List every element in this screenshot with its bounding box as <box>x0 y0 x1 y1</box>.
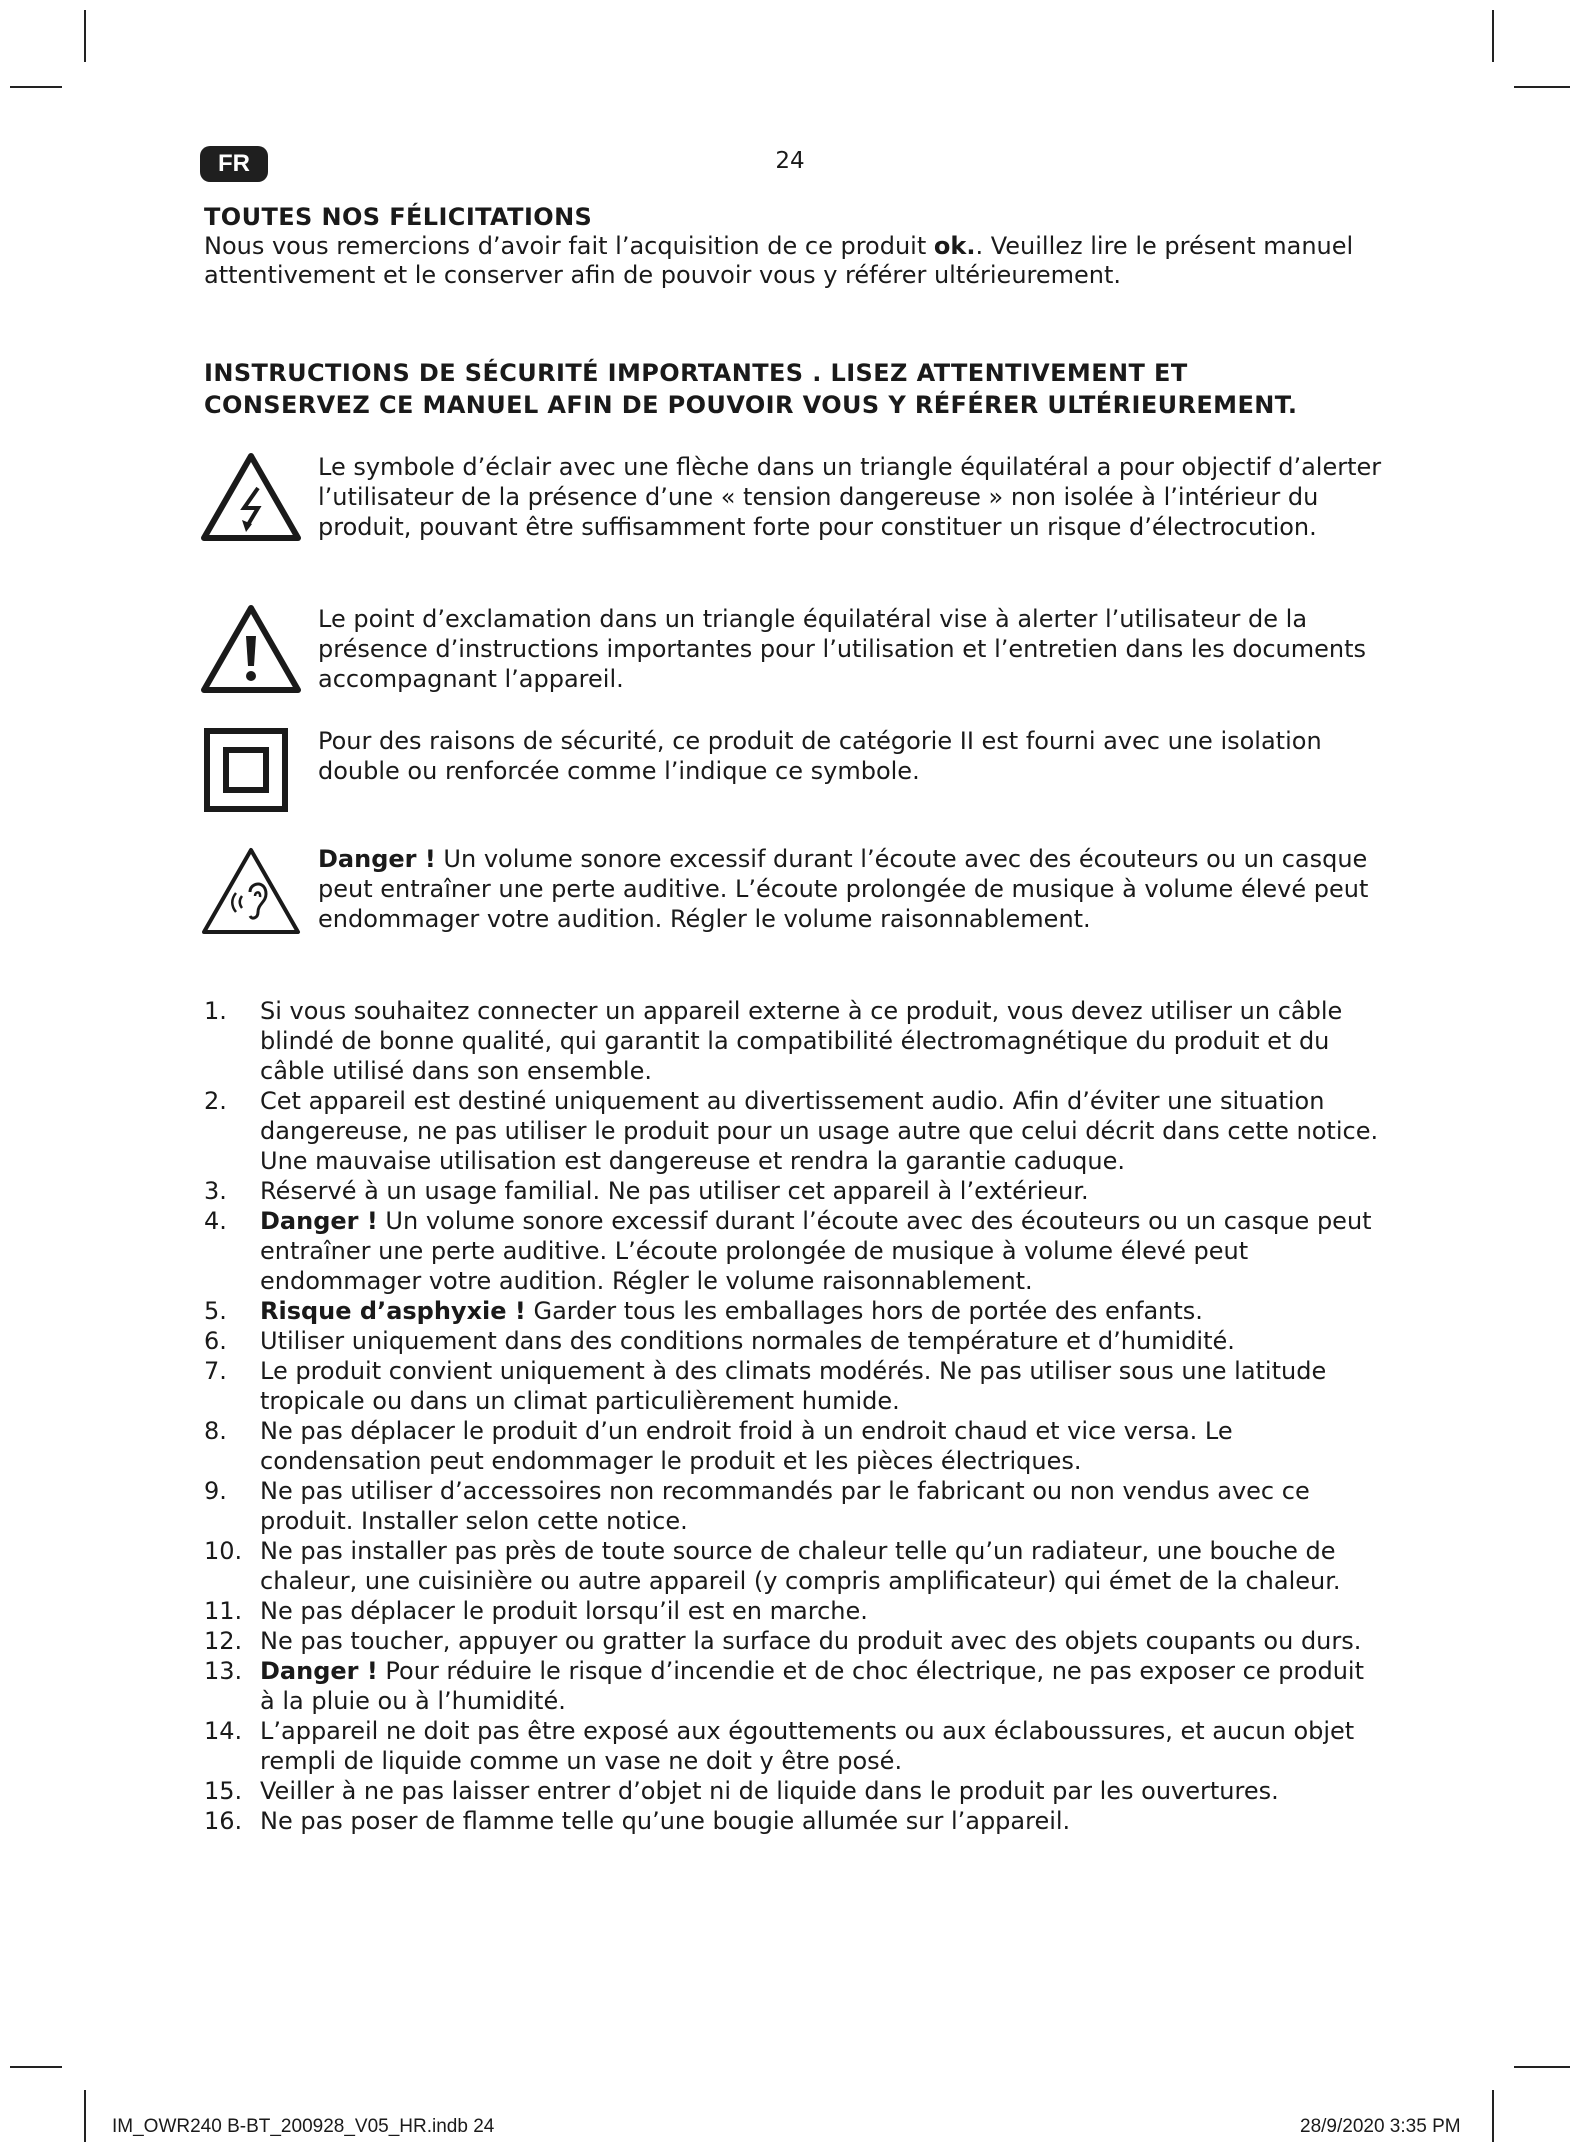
rule-body: Un volume sonore excessif durant l’écoute avec des écouteurs ou un casque peut entraîner une perte auditive. L’écoute prolongée de musique à volume élevé peut endommager votre audition. Régler le volume raisonnablement. <box>260 1207 1372 1295</box>
crop-mark <box>84 2090 86 2142</box>
rule-body: L’appareil ne doit pas être exposé aux égouttements ou aux éclaboussures, et aucun objet rempli de liquide comme un vase ne doit y être posé. <box>260 1717 1355 1775</box>
rule-body: Cet appareil est destiné uniquement au divertissement audio. Afin d’éviter une situation dangereuse, ne pas utiliser le produit pour un usage autre que celui décrit dans cette notice. Une mauvaise utilisation est dangereuse et rendra la garantie caduque. <box>260 1087 1379 1175</box>
symbol-text-insulation: Pour des raisons de sécurité, ce produit de catégorie II est fourni avec une isolation double ou renforcée comme l’indique ce symbole. <box>318 727 1322 785</box>
intro-paragraph <box>204 232 1384 290</box>
exclamation-triangle-icon <box>200 604 302 694</box>
rule-bold-label: Risque d’asphyxie ! <box>260 1297 526 1325</box>
rule-number: 7. <box>204 1357 227 1385</box>
rule-body: Ne pas installer pas près de toute source de chaleur telle qu’un radiateur, une bouche de chaleur, une cuisinière ou autre appareil (y compris amplificateur) qui émet de la chaleur. <box>260 1537 1341 1595</box>
rule-body: Garder tous les emballages hors de portée des enfants. <box>525 1297 1203 1325</box>
intro-text-before: Nous vous remercions d’avoir fait l’acquisition de ce produit <box>204 232 934 260</box>
brand-name: ok. <box>933 232 976 260</box>
safety-heading-line2: CONSERVEZ CE MANUEL AFIN DE POUVOIR VOUS Y RÉFÉRER ULTÉRIEUREMENT. <box>204 391 1298 419</box>
rule-number: 14. <box>204 1717 243 1745</box>
rule-text <box>260 1416 1384 1476</box>
rule-text <box>260 1206 1384 1296</box>
page-number: 24 <box>775 148 805 174</box>
rule-body: Ne pas déplacer le produit lorsqu’il est en marche. <box>260 1597 868 1625</box>
safety-rules-list <box>204 996 1384 1836</box>
rule-text <box>260 1356 1384 1416</box>
footer-date: 28/9/2020 3:35 PM <box>1300 2116 1461 2137</box>
rule-item <box>204 1356 1384 1416</box>
rule-body: Réservé à un usage familial. Ne pas utiliser cet appareil à l’extérieur. <box>260 1177 1089 1205</box>
rule-item <box>204 1416 1384 1476</box>
rule-item <box>204 1806 1384 1836</box>
double-insulation-icon <box>204 728 288 812</box>
rule-number: 11. <box>204 1597 243 1625</box>
crop-mark <box>1514 86 1570 88</box>
rule-text <box>260 996 1384 1086</box>
rule-body: Utiliser uniquement dans des conditions normales de température et d’humidité. <box>260 1327 1235 1355</box>
rule-text <box>260 1806 1384 1836</box>
rule-body: Ne pas toucher, appuyer ou gratter la surface du produit avec des objets coupants ou durs. <box>260 1627 1362 1655</box>
rule-item <box>204 1536 1384 1596</box>
rule-text <box>260 1476 1384 1536</box>
rule-text <box>260 1296 1384 1326</box>
rule-number: 5. <box>204 1297 227 1325</box>
crop-mark <box>10 2066 62 2068</box>
rule-body: Pour réduire le risque d’incendie et de choc électrique, ne pas exposer ce produit à la pluie ou à l’humidité. <box>260 1657 1364 1715</box>
rule-item <box>204 1086 1384 1176</box>
rule-text <box>260 1596 1384 1626</box>
rule-text <box>260 1326 1384 1356</box>
rule-number: 12. <box>204 1627 243 1655</box>
footer-file: IM_OWR240 B-BT_200928_V05_HR.indb 24 <box>112 2116 495 2137</box>
rule-number: 3. <box>204 1177 227 1205</box>
rule-number: 4. <box>204 1207 227 1235</box>
lightning-triangle-icon <box>200 452 302 542</box>
rule-bold-label: Danger ! <box>260 1207 378 1235</box>
rule-bold-label: Danger ! <box>260 1657 378 1685</box>
rule-number: 10. <box>204 1537 243 1565</box>
rule-number: 6. <box>204 1327 227 1355</box>
rule-item <box>204 1326 1384 1356</box>
rule-text <box>260 1776 1384 1806</box>
rule-text <box>260 1716 1384 1776</box>
crop-mark <box>1492 10 1494 62</box>
rule-item <box>204 1476 1384 1536</box>
rule-item <box>204 996 1384 1086</box>
rule-number: 9. <box>204 1477 227 1505</box>
rule-number: 15. <box>204 1777 243 1805</box>
rule-text <box>260 1626 1384 1656</box>
rule-item <box>204 1776 1384 1806</box>
crop-mark <box>1514 2066 1570 2068</box>
rule-number: 13. <box>204 1657 243 1685</box>
crop-mark <box>1492 2090 1494 2142</box>
hearing-warning-icon <box>200 846 302 936</box>
rule-number: 8. <box>204 1417 227 1445</box>
crop-mark <box>84 10 86 62</box>
hearing-warning-text: Un volume sonore excessif durant l’écoute avec des écouteurs ou un casque peut entraîner une perte auditive. L’écoute prolongée de musique à volume élevé peut endommager votre audition. Régler le volume raisonnablement. <box>318 845 1369 933</box>
symbol-text-hearing <box>318 844 1388 934</box>
rule-item <box>204 1206 1384 1296</box>
rule-body: Veiller à ne pas laisser entrer d’objet ni de liquide dans le produit par les ouvertures. <box>260 1777 1279 1805</box>
symbol-text-lightning: Le symbole d’éclair avec une flèche dans un triangle équilatéral a pour objectif d’alerter l’utilisateur de la présence d’une « tension dangereuse » non isolée à l’intérieur du produit, pouvant être suffisamment forte pour constituer un risque d’électrocution. <box>318 453 1382 541</box>
intro-title: TOUTES NOS FÉLICITATIONS <box>204 203 593 231</box>
rule-text <box>260 1656 1384 1716</box>
safety-heading-line1: INSTRUCTIONS DE SÉCURITÉ IMPORTANTES . LISEZ ATTENTIVEMENT ET <box>204 359 1188 387</box>
rule-item <box>204 1296 1384 1326</box>
rule-number: 1. <box>204 997 227 1025</box>
intro-text-after: . Veuillez lire le présent manuel attentivement et le conserver afin de pouvoir vous y référer ultérieurement. <box>204 232 1354 289</box>
rule-number: 2. <box>204 1087 227 1115</box>
rule-body: Ne pas déplacer le produit d’un endroit froid à un endroit chaud et vice versa. Le condensation peut endommager le produit et les pièces électriques. <box>260 1417 1233 1475</box>
rule-number: 16. <box>204 1807 243 1835</box>
rule-item <box>204 1176 1384 1206</box>
language-badge: FR <box>200 146 268 182</box>
rule-text <box>260 1176 1384 1206</box>
rule-body: Ne pas poser de flamme telle qu’une bougie allumée sur l’appareil. <box>260 1807 1071 1835</box>
rule-item <box>204 1656 1384 1716</box>
danger-label: Danger ! <box>318 845 436 873</box>
crop-mark <box>10 86 62 88</box>
rule-body: Ne pas utiliser d’accessoires non recommandés par le fabricant ou non vendus avec ce produit. Installer selon cette notice. <box>260 1477 1310 1535</box>
rule-body: Si vous souhaitez connecter un appareil externe à ce produit, vous devez utiliser un câble blindé de bonne qualité, qui garantit la compatibilité électromagnétique du produit et du câble utilisé dans son ensemble. <box>260 997 1343 1085</box>
symbol-text-exclamation: Le point d’exclamation dans un triangle équilatéral vise à alerter l’utilisateur de la présence d’instructions importantes pour l’utilisation et l’entretien dans les documents accompagnant l’appareil. <box>318 605 1366 693</box>
rule-item <box>204 1716 1384 1776</box>
rule-text <box>260 1086 1384 1176</box>
rule-text <box>260 1536 1384 1596</box>
rule-item <box>204 1626 1384 1656</box>
rule-body: Le produit convient uniquement à des climats modérés. Ne pas utiliser sous une latitude tropicale ou dans un climat particulièrement humide. <box>260 1357 1327 1415</box>
rule-item <box>204 1596 1384 1626</box>
